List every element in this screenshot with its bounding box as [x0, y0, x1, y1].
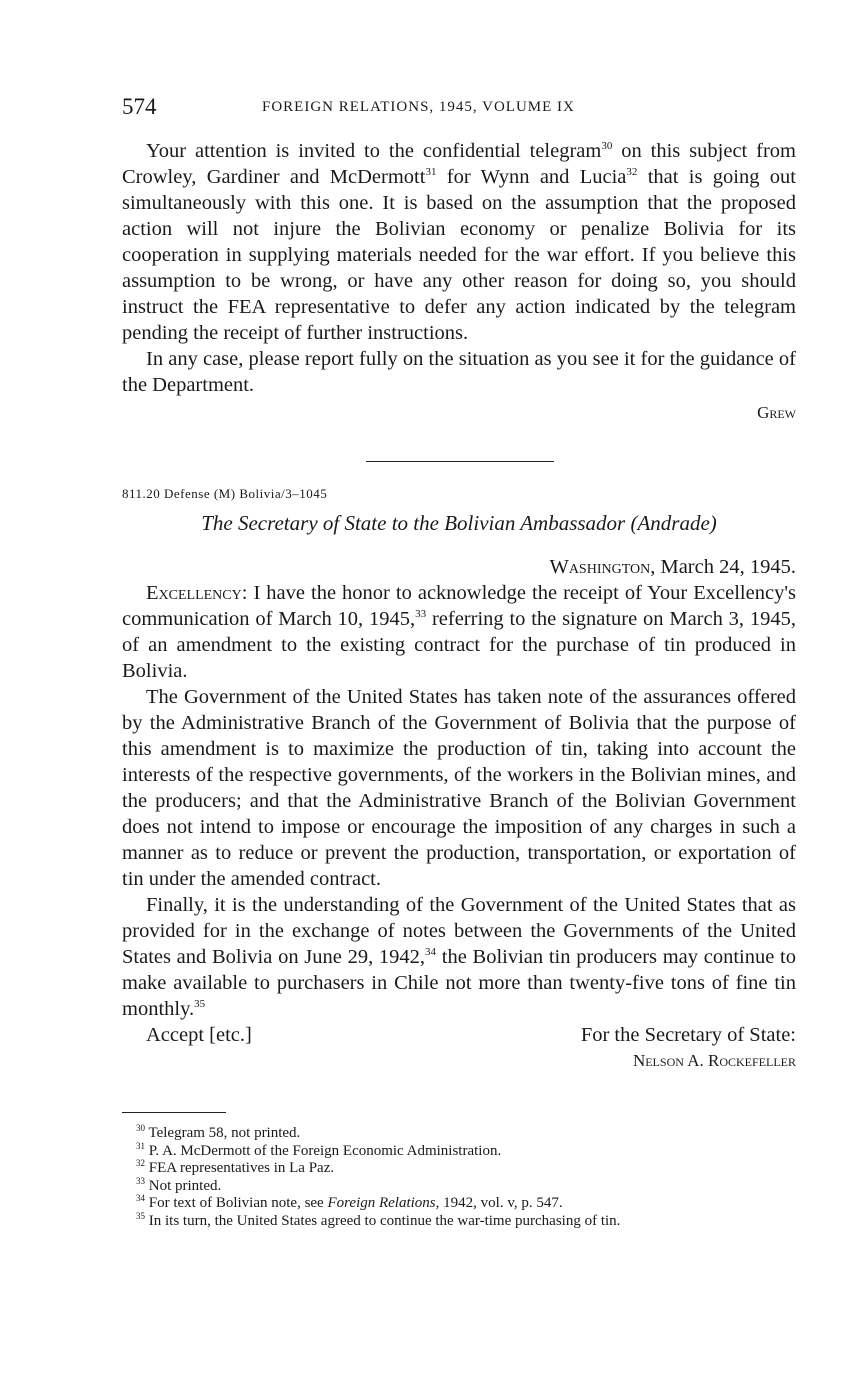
running-title: FOREIGN RELATIONS, 1945, VOLUME IX	[262, 99, 575, 115]
signer: Nelson A. Rockefeller	[632, 1051, 796, 1070]
salutation: Excellency	[146, 582, 242, 604]
footnote: $^{30}$ Telegram 58, not printed.	[136, 1123, 301, 1141]
file-reference: 811.20 Defense (M) Bolivia/3–1045	[122, 486, 328, 501]
footnote: $^{35}$ In its turn, the United States agreed to continue the war-time purchasing of tin.	[136, 1210, 621, 1229]
footnote-divider	[122, 1112, 226, 1113]
footnote-ref: 34	[425, 946, 437, 959]
document-title: The Secretary of State to the Bolivian Ambassador (Andrade)	[201, 511, 717, 535]
paragraph: Finally, it is the understanding of the Government of the United States that as provided for in the exchange of notes between the Governments of the United States and Bolivia on June 29, 1942,34 the Bolivian tin producers may continue to make available to purchasers in Chile not more than twenty-five tons of fine tin monthly.$^{35}$	[122, 894, 796, 1020]
paragraph: Your attention is invited to the confidential telegram$^{30}$ on this subject from Crowley, Gardiner and McDermott$^{31}$ for Wynn and Lucia$^{32}$ that is going out simultaneously with this one. It is based on the assumption that the proposed action will not injure the Bolivian economy or penalize Bolivia for its cooperation in supplying materials needed for the war effort. If you believe this assumption to be wrong, or have any other reason for doing so, you should instruct the FEA representative to defer any action indicated by the telegram pending the receipt of further instructions.	[122, 140, 796, 344]
closing: Accept [etc.]	[146, 1024, 252, 1046]
footnote-ref: 30	[601, 140, 613, 153]
paragraph: Excellency: I have the honor to acknowledge the receipt of Your Excellency's communication of March 10, 1945,33 referring to the signature on March 3, 1945, of an amendment to the existing contract for the purchase of tin produced in Bolivia.	[122, 582, 796, 682]
footnote: $^{31}$ P. A. McDermott of the Foreign Economic Administration.	[136, 1140, 502, 1159]
section-divider	[366, 461, 554, 462]
signature: Grew	[757, 403, 796, 422]
footnote: $^{32}$ FEA representatives in La Paz.	[136, 1158, 335, 1176]
closing-row	[122, 1022, 796, 1048]
dateline	[122, 554, 796, 580]
footnotes	[122, 1125, 796, 1230]
section-letter	[122, 554, 796, 1074]
footnote: $^{34}$ For text of Bolivian note, see Foreign Relations, 1942, vol. v, p. 547.	[136, 1193, 563, 1211]
for-line: For the Secretary of State:	[580, 1024, 796, 1046]
page-header	[122, 94, 796, 124]
dateline-date: , March 24, 1945.	[650, 556, 796, 578]
footnote-ref: 33	[415, 608, 427, 621]
footnote: $^{33}$ Not printed.	[136, 1175, 222, 1194]
section-telegram	[122, 138, 796, 426]
dateline-place: Washington	[549, 556, 651, 578]
paragraph: In any case, please report fully on the situation as you see it for the guidance of the Department.	[122, 348, 796, 396]
footnote-ref: 31	[425, 166, 437, 179]
footnote-ref: 32	[626, 166, 638, 179]
paragraph: The Government of the United States has taken note of the assurances offered by the Administrative Branch of the Government of Bolivia that the purpose of this amendment is to maximize the production of tin, taking into account the interests of the respective governments, of the workers in the Bolivian mines, and the producers; and that the Administrative Branch of the Bolivian Government does not intend to impose or encourage the imposition of any charges in such a manner as to reduce or prevent the production, transportation, or exportation of tin under the amended contract.	[122, 686, 796, 890]
footnote-ref: 35	[194, 998, 206, 1011]
page-number: 574	[122, 94, 157, 119]
